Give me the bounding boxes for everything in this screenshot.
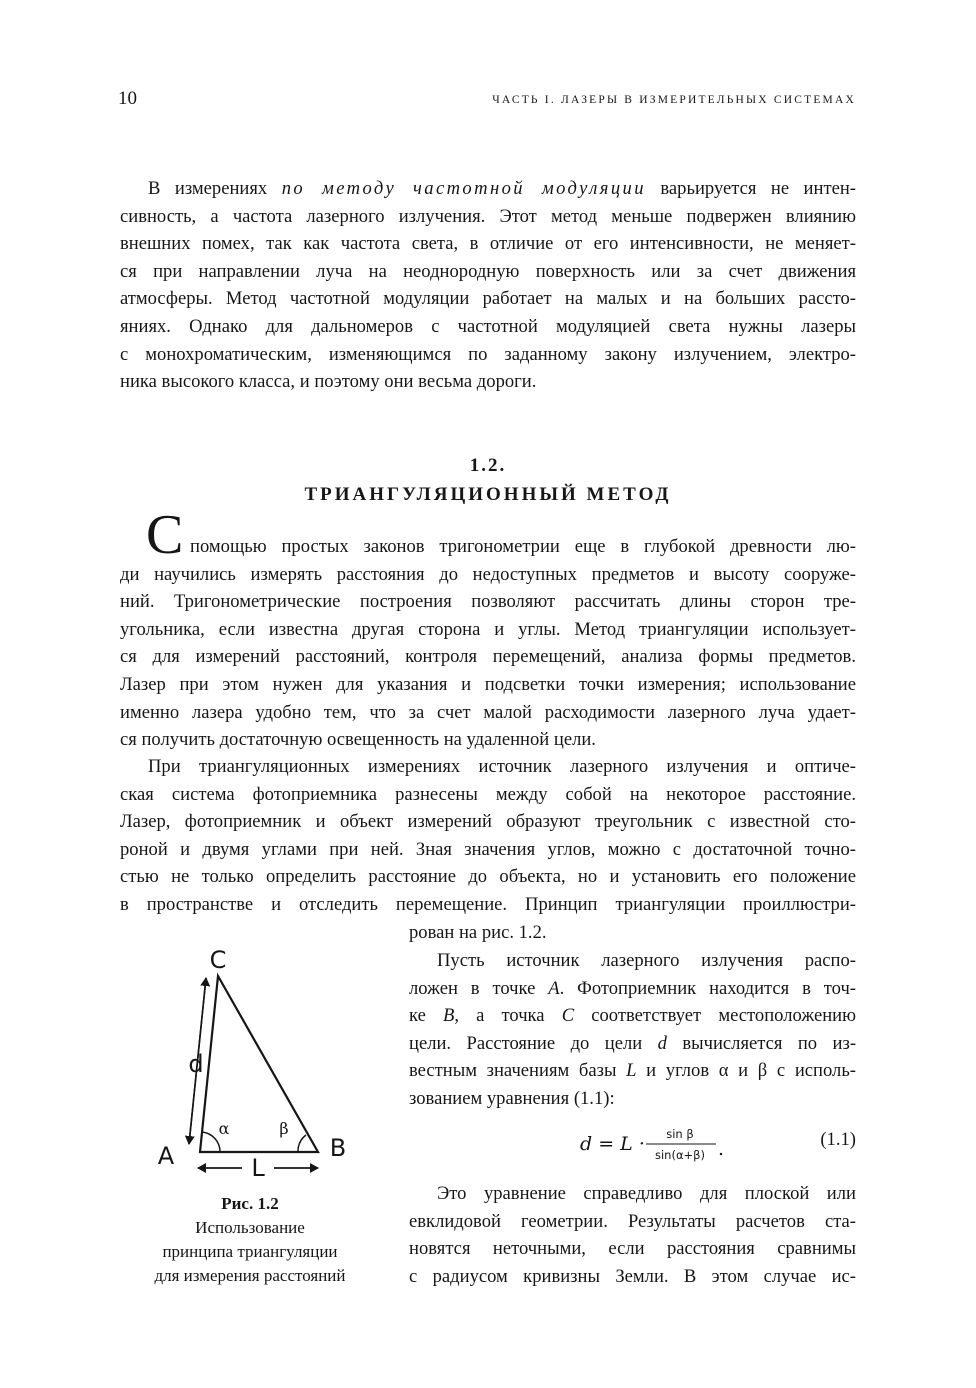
text-line: атмосферы. Метод частотной модуляции работает на малых и на больших рассто-: [120, 288, 856, 310]
var-c: C: [561, 1005, 575, 1027]
text-line: ся для измерений расстояний, контроля перемещений, анализа формы предметов.: [120, 646, 856, 668]
var-l: L: [626, 1060, 637, 1082]
equation-period: .: [718, 1138, 725, 1160]
text-line: ди научились измерять расстояния до недоступных предметов и высоту сооруже-: [120, 563, 856, 585]
equation-lhs: d = L ·: [580, 1133, 645, 1155]
section-title: ТРИАНГУЛЯЦИОННЫЙ МЕТОД: [304, 484, 672, 505]
text-line: внешних помех, так как частота света, в отличие от его интенсивности, не меняет-: [120, 233, 856, 255]
var-d: d: [657, 1032, 667, 1054]
figure-caption-line: для измерения расстояний: [154, 1266, 346, 1285]
text-line: рован на рис. 1.2.: [409, 922, 547, 943]
text-line: ника высокого класса, и поэтому они весьма дороги.: [120, 371, 537, 393]
page-number: 10: [118, 88, 137, 109]
label-c: C: [209, 946, 227, 974]
text-line: ложен в точке A. Фотоприемник находится в точ-: [409, 977, 857, 999]
figure-caption-line: принципа триангуляции: [162, 1242, 338, 1261]
text-line: Лазер при этом нужен для указания и подсветки точки измерения; использование: [120, 673, 856, 695]
text-line: сивность, а частота лазерного излучения. Этот метод меньше подвержен влиянию: [120, 205, 856, 227]
equation-denominator: sin(α+β): [654, 1148, 706, 1162]
text-line: в пространстве и отследить перемещение. Принцип триангуляции проиллюстри-: [120, 893, 856, 915]
text-line: с монохроматическим, изменяющимся по заданному закону излучением, электро-: [120, 343, 856, 365]
paragraph-triangulation-setup: [120, 753, 856, 919]
text-line: Пусть источник лазерного излучения распо-: [437, 950, 856, 971]
var-b: B: [442, 1005, 455, 1027]
text-line: ся при направлении луча на неоднородную поверхность или за счет движения: [120, 260, 856, 282]
figure-caption-line: Использование: [195, 1218, 305, 1237]
equation-numerator: sin β: [666, 1127, 694, 1141]
section-number: 1.2.: [469, 455, 507, 476]
label-beta: β: [279, 1119, 289, 1138]
text-line: евклидовой геометрии. Результаты расчетов ста-: [409, 1210, 856, 1232]
text-line: стью не только определить расстояние до объекта, но и установить его положение: [120, 866, 856, 888]
var-a: A: [548, 977, 560, 999]
text-line: ний. Тригонометрические построения позволяют рассчитать длины сторон тре-: [120, 591, 856, 613]
running-header: ЧАСТЬ I. ЛАЗЕРЫ В ИЗМЕРИТЕЛЬНЫХ СИСТЕМАХ: [492, 94, 856, 106]
text-line: При триангуляционных измерениях источник лазерного излучения и оптиче-: [148, 756, 856, 777]
label-a: A: [157, 1142, 175, 1170]
beta-arc: [298, 1135, 306, 1152]
text-line: именно лазера удобно тем, что за счет малой расходимости лазерного луча удает-: [120, 701, 856, 723]
emphasis-spaced: по методу частотной модуляции: [281, 178, 646, 199]
label-alpha: α: [218, 1119, 230, 1138]
paragraph-triangulation-setup-tail: [409, 919, 856, 947]
label-b: B: [329, 1134, 347, 1162]
text-line: с радиусом кривизны Земли. В этом случае ис-: [409, 1265, 856, 1287]
label-d: d: [188, 1050, 204, 1078]
text-line: ке B, а точка C соответствует местоположению: [409, 1005, 856, 1027]
paragraph-frequency-modulation: [120, 175, 856, 396]
text-line: цели. Расстояние до цели d вычисляется по из-: [409, 1032, 857, 1054]
equation-number: (1.1): [820, 1129, 856, 1150]
equation-1-1: [580, 1125, 860, 1169]
text-line: Лазер, фотоприемник и объект измерений образуют треугольник с известной сто-: [120, 811, 856, 833]
text-line: ся получить достаточную освещенность на удаленной цели.: [120, 729, 596, 751]
text-line: В измерениях по методу частотной модуляции варьируется не интен-: [148, 178, 856, 199]
text-line: новятся неточными, если расстояния сравнимы: [409, 1238, 856, 1260]
triangulation-diagram: [150, 940, 360, 1190]
paragraph-triangulation-intro: [120, 533, 856, 754]
text-line: ская система фотоприемника разнесены между собой на некоторое расстояние.: [120, 783, 856, 805]
drop-cap: С: [146, 504, 184, 566]
text-line: яниях. Однако для дальномеров с частотной модуляцией света нужны лазеры: [120, 315, 856, 337]
text-line: помощью простых законов тригонометрии еще в глубокой древности лю-: [190, 536, 856, 557]
label-l: L: [251, 1154, 265, 1182]
text-line: зованием уравнения (1.1):: [409, 1087, 615, 1109]
alpha-arc: [202, 1132, 220, 1152]
paragraph-euclidean-note: [409, 1180, 856, 1290]
text-line: угольника, если известна другая сторона и углы. Метод триангуляции использует-: [120, 618, 856, 640]
text-line: Это уравнение справедливо для плоской или: [437, 1183, 856, 1204]
text-line: вестным значениям базы L и углов α и β с исполь-: [409, 1060, 856, 1082]
text-line: роной и двумя углами при ней. Зная значения углов, можно с достаточной точно-: [120, 838, 856, 860]
figure-caption-title: Рис. 1.2: [221, 1194, 279, 1213]
paragraph-point-definitions: [409, 947, 856, 1113]
